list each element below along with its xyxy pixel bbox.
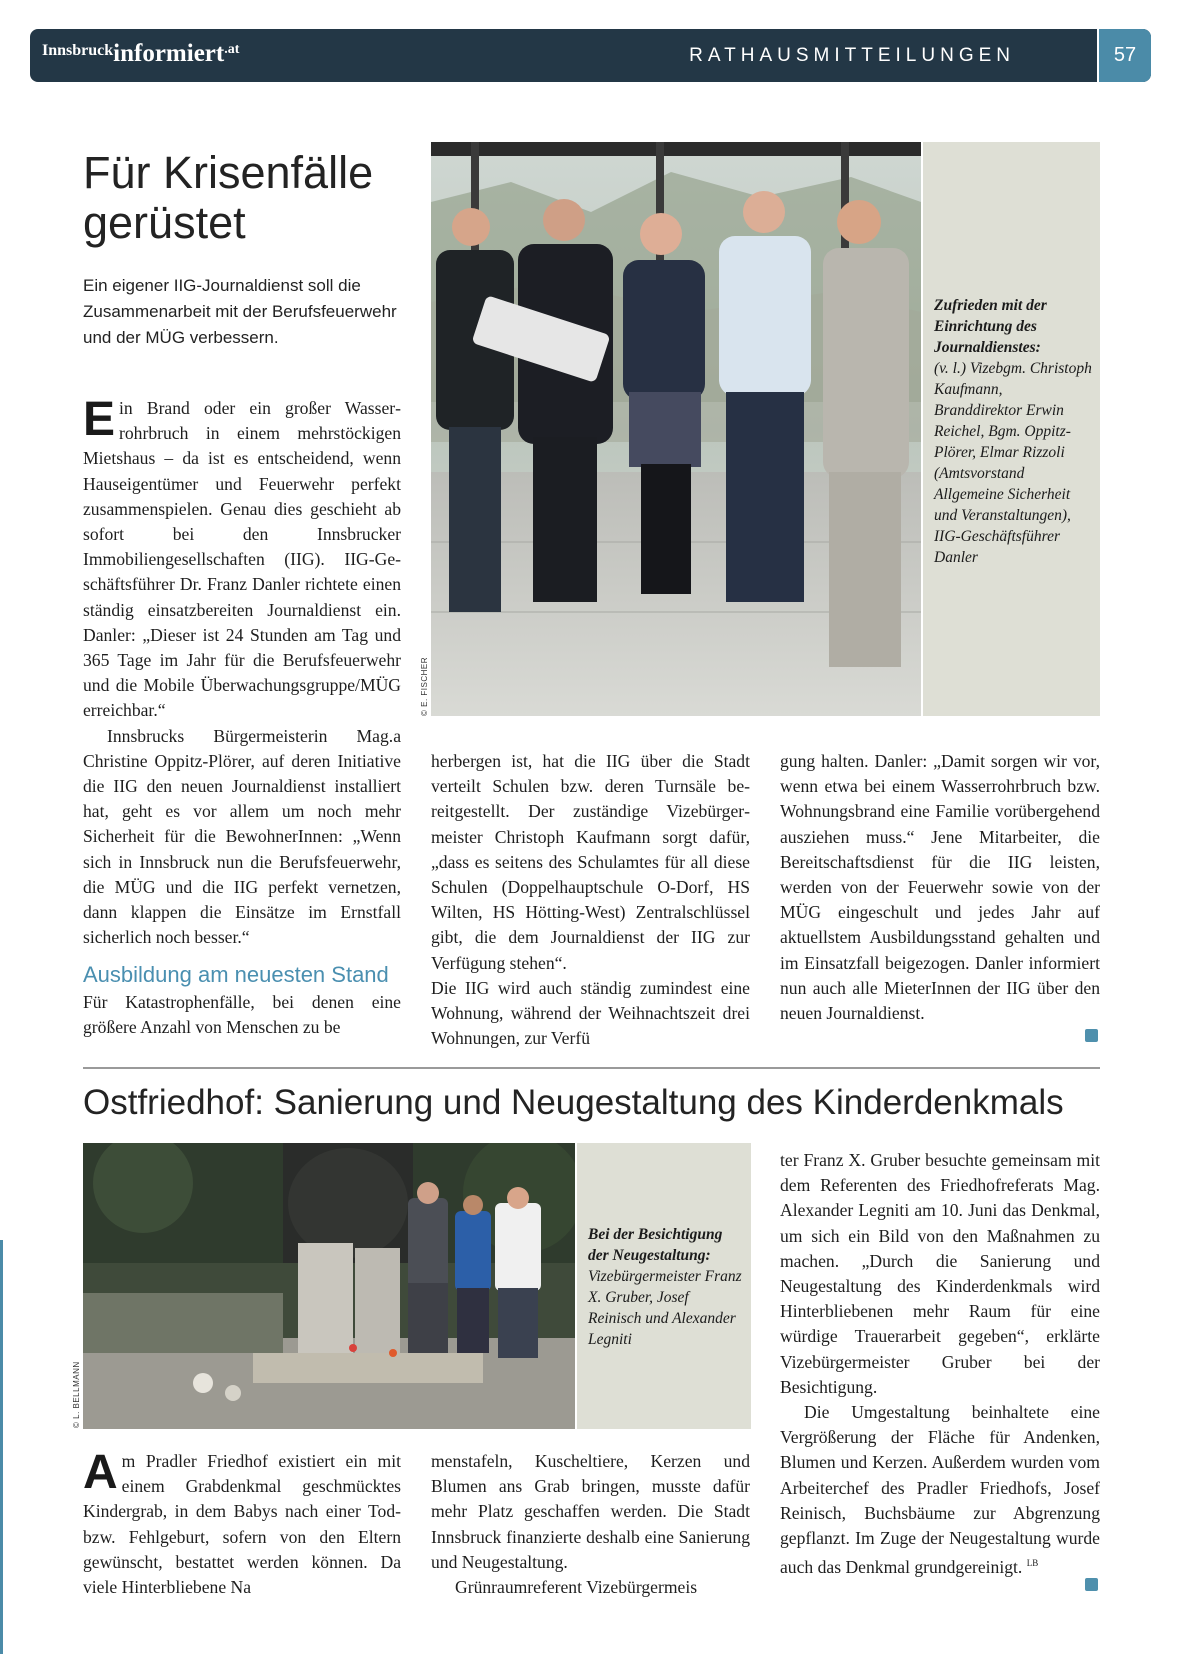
article2-author-initials: LB: [1026, 1558, 1039, 1569]
article1-col1-p2: Innsbrucks Bürgermeisterin Mag.a Christine Oppitz-Plörer, auf deren Initiative die IIG den neuen Journaldienst installiert hat, geht es vor allem um noch mehr Sicherheit für die BewohnerInnen: „Wenn sich in Innsbruck nun die Berufsfeuerwehr, die MÜG und die IIG perfekt vernetzen, dann klappen die Einsätze im Ernstfall sicherlich noch besser.“: [83, 725, 401, 948]
logo-suffix: .at: [224, 42, 240, 57]
article1-caption-box: [923, 142, 1100, 716]
article1-title: [83, 148, 423, 248]
group-photo-image: [431, 142, 921, 716]
edge-accent: [0, 1240, 3, 1654]
article1-col1-p1: in Brand oder ein großer Wasserrohrbruch in einem mehrstöckigen Mietshaus – da ist es entscheidend, wenn Hauseigentümer und Feuerwehr perfekt zusammenspielen. Genau dies geschieht ab sofort bei den Innsbrucker Immobiliengesellschaften (IIG). IIG-Geschäftsführer Dr. Franz Danler richtete einen ständig einsatzbereiten Journaldienst ein. Danler: „Dieser ist 24 Stunden am Tag und 365 Tage im Jahr für die Berufsfeuerwehr und die Mobile Überwachungsgruppe/MÜG erreichbar.“: [83, 398, 401, 721]
article1-col2-p2: Die IIG wird auch ständig zumindest eine Wohnung, während der Weihnachtszeit drei Wohnungen, zur Verfü: [431, 977, 750, 1049]
article1-photo: [431, 142, 921, 716]
article2-col3-p1: ter Franz X. Gruber besuchte gemeinsam mit dem Referenten des Friedhofreferats Mag. Alexander Legniti am 10. Juni das Denkmal, um sich ein Bild von den Maßnahmen zu machen. „Durch die Sanierung und Neugestaltung des Kinderdenkmals wird Hinterbliebenen mehr Raum für eine würdige Trauerarbeit gegeben“, erklärte Vizebürgermeister Gruber bei der Besichtigung.: [780, 1150, 1100, 1397]
article2-dropcap: A: [83, 1446, 118, 1499]
article2-photo: [83, 1143, 575, 1429]
article2-caption-box: [577, 1143, 751, 1429]
article2-column-2: [431, 1449, 750, 1600]
page-number: 57: [1097, 29, 1151, 82]
article2-col1-p1: m Pradler Friedhof existiert ein mit einem Grabdenkmal geschmücktes Kindergrab, in dem Babys nach einer Tod- bzw. Fehlgeburt, sofern von den Eltern gewünscht, bestattet werden können. Da viele Hinterbliebene Na: [83, 1451, 401, 1598]
article1-caption-lead: Zufrieden mit der Einrichtung des Journaldienstes:: [934, 297, 1047, 356]
article2-caption: [588, 1224, 744, 1350]
person-4: [719, 191, 811, 602]
article1-photo-credit: © E. FISCHER: [420, 656, 429, 716]
section-title: RATHAUSMITTEILUNGEN: [689, 45, 1015, 66]
article2-col2-p1: menstafeln, Kuscheltiere, Kerzen und Blumen ans Grab bringen, musste dafür mehr Platz geschaffen werden. Die Stadt Innsbruck finanzierte deshalb eine Sanierung und Neugestaltung.: [431, 1451, 750, 1572]
article1-col1-p3: Für Katastrophenfälle, bei denen eine größere Anzahl von Menschen zu be: [83, 991, 401, 1037]
article2-col3-p2: Die Umgestaltung beinhaltete eine Vergrößerung der Fläche für Andenken, Blumen und Kerzen. Außerdem wurden vom Arbeiterchef des Pradler Friedhofs, Josef Reinisch, Buchsbäume zur Abgrenzung gepflanzt. Im Zuge der Neugestaltung wurde auch das Denkmal grundgereinigt.: [780, 1402, 1100, 1578]
article1-caption-text: (v. l.) Vizebgm. Christoph Kaufmann, Branddirektor Erwin Reichel, Bgm. Oppitz-Plörer, Elmar Rizzoli (Amtsvorstand Allgemeine Sicherheit und Veranstaltungen), IIG-Geschäftsführer Danler: [934, 360, 1092, 566]
article1-title-line1: Für Krisenfälle: [83, 147, 374, 198]
article1-subhead: Ausbildung am neuesten Stand: [83, 962, 389, 988]
article1-intro: Ein eigener IIG-Journaldienst soll die Zusammenarbeit mit der Berufsfeuerwehr und der MÜG verbessern.: [83, 276, 397, 347]
article1-col2-p1: herbergen ist, hat die IIG über die Stadt verteilt Schulen bzw. deren Turnsäle bereitgestellt. Der zuständige Vizebürgermeister Christoph Kaufmann sorgt dafür, „dass es seitens des Schulamtes für all diese Schulen (Doppelhauptschule O-Dorf, HS Wilten, HS Hötting-West) Zentralschlüssel gibt, die dem Journaldienst der IIG zur Verfügung stehen“.: [431, 751, 750, 973]
cemetery-photo-image: [83, 1143, 575, 1429]
article1-title-line2: gerüstet: [83, 197, 246, 248]
person-5: [823, 200, 909, 667]
page-header: [30, 29, 1151, 82]
article1-dropcap: E: [83, 393, 116, 446]
article1-end-mark: [1085, 1029, 1098, 1042]
article2-caption-text: Vizebürgermeister Franz X. Gruber, Josef Reinisch und Alexander Legniti: [588, 1268, 742, 1348]
article2-photo-credit: © L. BELLMANN: [72, 1361, 81, 1428]
article1-col3-p1: gung halten. Danler: „Damit sorgen wir vor, wenn etwa bei einem Wasserrohrbruch bzw. Wohnungsbrand eine Familie vorübergehend ausziehen muss.“ Jene Mitarbeiter, die Bereitschaftsdienst für die IIG leisten, werden von der Feuerwehr sowie von der MÜG eingeschult und jedes Jahr auf aktuellstem Ausbildungsstand gehalten und im Einsatzfall beigezogen. Danler informiert nun auch alle MieterInnen der IIG über den neuen Journaldienst.: [780, 751, 1100, 1024]
article1-column-3: [780, 749, 1100, 1026]
article2-column-3: [780, 1148, 1100, 1580]
article2-title: Ostfriedhof: Sanierung und Neugestaltung des Kinderdenkmals: [83, 1083, 1064, 1122]
article2-caption-lead: Bei der Besichtigung der Neugestaltung:: [588, 1226, 723, 1264]
article2-end-mark: [1085, 1578, 1098, 1591]
publication-logo[interactable]: [42, 40, 239, 68]
article2-col2-p2: Grünraumreferent Vizebürgermeis: [455, 1577, 698, 1598]
article1-column-2: [431, 749, 750, 1051]
article1-caption: [934, 295, 1094, 568]
article-divider: [83, 1067, 1100, 1069]
logo-innsbruck: Innsbruck: [42, 42, 114, 59]
logo-informiert: informiert: [113, 40, 225, 67]
article1-column-1: [83, 393, 401, 1040]
article2-column-1: [83, 1446, 401, 1600]
